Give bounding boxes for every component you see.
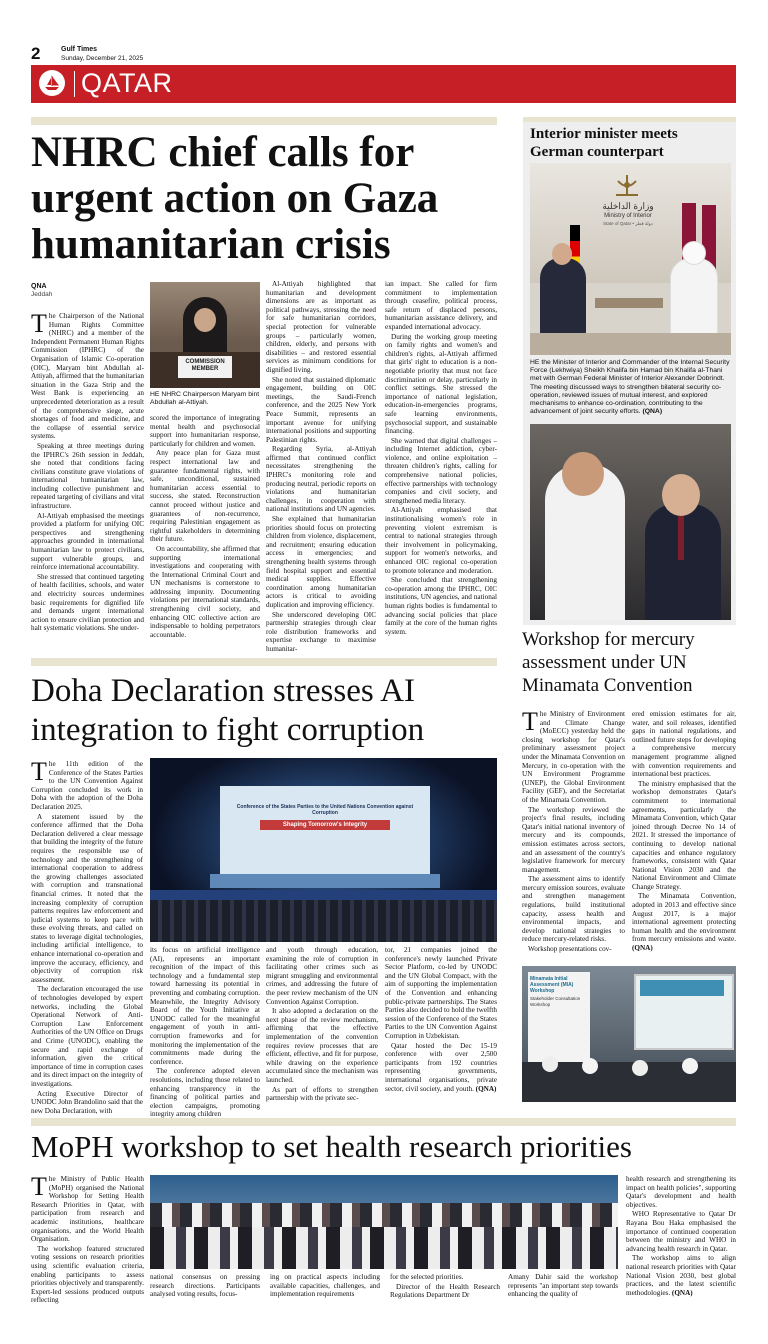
- story4-column-1: [31, 1175, 144, 1323]
- section-banner: [31, 65, 736, 103]
- story4-col3-p1: ing on practical aspects including available capacities, challenges, and implementation requirements: [270, 1273, 380, 1299]
- meeting-table: [595, 298, 663, 308]
- story1-headline-line3: humanitarian crisis: [31, 221, 391, 268]
- story1-photo-nameplate: COMMISSION MEMBER: [178, 356, 232, 378]
- interior-headline-line2: German counterpart: [530, 144, 664, 160]
- story4-column-3: [270, 1273, 380, 1323]
- story4-drop-cap: T: [31, 1175, 47, 1201]
- story1-col2-p1: scored the importance of integrating mental health and psychosocial support into humanitarian response, particularly for children and women.: [150, 414, 260, 448]
- story2-col2-p2: The conference adopted eleven resolutions, including those related to enhancing transparency in the financing of political parties and election campaigns, promoting integrity among children: [150, 1067, 260, 1119]
- story4-column-2: [150, 1273, 260, 1323]
- story3-col2-p2: The ministry emphasised that the workshop demonstrates Qatar's commitment to international agreements, particularly the Minamata Convention, which Qatar joined through Decree No 14 of 2021. It stressed the importance of continuing to develop national capacities and enhance regulatory frameworks, consistent with Qatar National Vision 2030 and the National Environment and Climate Change Strategy.: [632, 779, 736, 891]
- story4-headline: MoPH workshop to set health research priorities: [31, 1129, 632, 1164]
- story2-col4-p2: Qatar hosted the Dec 15-19 conference with over 2,500 participants from 192 countries representing governments, international organisations, private sector, civil society, and youth.: [385, 1041, 497, 1093]
- story1-column-1: [31, 312, 144, 686]
- story4-group-photo: [150, 1175, 618, 1269]
- story4-column-6: [626, 1175, 736, 1323]
- story1-col3-p2: She noted that sustained diplomatic engagement, building on OIC meetings, the Saudi-French conference, and the 2025 New York Peace Summit, represents an important avenue for unifying international positions and supporting Palestinian rights.: [266, 375, 376, 444]
- story4-col6-p3: The workshop aims to align national research priorities with Qatar National Vision 2030, best global practices, and the latest scientific methodologies.: [626, 1254, 736, 1297]
- story4-top-rule: [31, 1118, 736, 1126]
- story1-col1-p4: She stressed that continued targeting of health facilities, schools, and water and electricity sources undermines basic requirements for dignified life and demands urgent international action to ensure civilian protection and halt systematic violations. She under-: [31, 572, 144, 633]
- story4-col5-p1: Amany Dahir said the workshop represents "an important step towards enhancing the quality of: [508, 1273, 618, 1299]
- interior-headline-line1: Interior minister meets: [530, 126, 678, 142]
- story1-col3-p1: Al-Attiyah highlighted that humanitarian and development dimensions are as important as political pathways, stressing the need for safe humanitarian corridors, special protection for vulnerable groups – particularly women, children, elderly, and persons with disabilities – and restored essential services as minimum conditions for dignified living.: [266, 280, 376, 374]
- interior-caption: [530, 359, 731, 416]
- story1-column-3: [266, 280, 376, 686]
- story2-col3-p3: As part of efforts to strengthen partnership with the private sec-: [266, 1085, 378, 1103]
- host-figure: [670, 258, 718, 342]
- story1-col2-p3: On accountability, she affirmed that supporting international investigations and cooperating with the International Criminal Court and UN mechanisms is cornerstone to addressing impunity. Documenting violations per international standards, strengthening civil society, and enhancing OIC collective action are indispensable to holding perpetrators accountable.: [150, 544, 260, 639]
- stage-screen-slogan: Shaping Tomorrow's Integrity: [260, 820, 390, 830]
- story3-headline-line1: Workshop for mercury: [522, 629, 695, 650]
- stage-screen: [220, 786, 430, 874]
- interior-caption-agency: (QNA): [642, 408, 663, 416]
- story2-top-rule: [31, 658, 497, 666]
- story1-photo-caption: HE NHRC Chairperson Maryam bint Abdullah al-Attiyah.: [150, 391, 260, 407]
- story3-photo: [522, 966, 736, 1102]
- story1-col1-p1: he Chairperson of the National Human Rights Committee (NHRC) and a member of the Independent Permanent Human Rights Commission (IPHRC) of the Organisation of Islamic Co-operation (OIC), Maryam bint Abdullah al-Attiyah, affirmed that the humanitarian situation in the Gaza Strip and the West Bank is experiencing an unprecedented deterioration as a result of the comprehensive siege, acute shortages of food and medicine, and the collapse of essential service systems.: [31, 312, 144, 441]
- interior-photo-2: [530, 424, 731, 620]
- story2-column-4: [385, 946, 497, 1122]
- story2-col3-p2: It also adopted a declaration on the next phase of the review mechanism, affirming that the effective implementation of the convention requires review processes that are efficient, effective, and fit for purpose, while drawing on the experience accumulated since the mechanism was launched.: [266, 1007, 378, 1084]
- interior-photo-1: [530, 163, 731, 355]
- story3-agency: (QNA): [632, 944, 653, 953]
- story3-headline-line2: assessment under UN: [522, 652, 687, 673]
- story4-col1-p2: The workshop featured structured voting sessions on research priorities using scientific evaluation criteria, enabling participants to assess priorities objectively and transparently. Expert-led sessions produced outputs reflecting: [31, 1244, 144, 1305]
- paper-name: Gulf Times: [61, 46, 98, 53]
- story2-col4-p1: tor, 21 companies joined the conference's newly launched Private Sector Platform, co-led by UNODC and the UN Global Compact, with the aim of supporting the implementation of the Convention and enhancing public-private partnerships. The States Parties also decided to hold the twelfth session of the Conference of the States Parties to the UN Convention Against Corruption in Uzbekistan.: [385, 946, 497, 1040]
- section-divider: [74, 71, 75, 97]
- ministry-sign-state: State of Qatar • دولة قطر: [603, 221, 653, 226]
- story1-col3-p4: She explained that humanitarian priorities should focus on protecting children from violence, displacement, and recruitment; ensuring education access in emergencies; and strengthening health systems through field hospital support and essential medical supplies. Effective coordination among humanitarian actors is critical to avoiding duplication and improving efficiency.: [266, 515, 376, 609]
- story1-dateline: Jeddah: [31, 291, 53, 298]
- story3-column-2: [632, 710, 736, 960]
- story1-column-2: [150, 414, 260, 686]
- story1-col1-p2: Speaking at three meetings during the IPHRC's 26th session in Jeddah, she noted that conditions facing civilians constitute grave violations of international humanitarian law, including collective punishment and repeated targeting of civilians and vital infrastructure.: [31, 441, 144, 511]
- story2-headline-line2: integration to fight corruption: [31, 712, 425, 748]
- interior-top-rule: [523, 117, 736, 122]
- issue-date: Sunday, December 21, 2025: [61, 55, 144, 62]
- ministry-emblem-icon: [612, 173, 642, 199]
- ministry-sign-english: Ministry of Interior: [604, 213, 652, 219]
- page-number: 2: [31, 44, 41, 63]
- story2-column-3: [266, 946, 378, 1122]
- story1-col4-p1: ian impact. She called for firm commitment to implementation through ceasefire, political process, safe return of displaced persons, humanitarian assistance delivery, and expanded international advocacy.: [385, 280, 497, 331]
- group-people-front: [150, 1227, 618, 1269]
- story2-col2-p1: its focus on artificial intelligence (AI), represents an important recognition of the impact of this technology and a fundamental step toward harnessing its potential in preventing and combating corruption. Meanwhile, the Integrity Advisory Board of the Youth Initiative at UNODC called for the meaningful engagement of youth in anti-corruption frameworks and for monitoring the implementation of the commitments made during the conference.: [150, 946, 260, 1066]
- story1-col4-p2: During the working group meeting on family rights and women's and children's rights, al-Attiyah affirmed that girls' right to education is a non-negotiable priority that must not face discrimination or delay, particularly in conflict settings. She stressed the importance of national legislation, education-in-emergencies programs, safe learning environments, psychosocial support, and sustainable financing.: [385, 332, 497, 436]
- story1-col4-p3: She warned that digital challenges – including Internet addiction, cyber-violence, and online exploitation – threaten children's rights, calling for comprehensive national policies, effective partnerships with technology companies and civil society, and strengthened media literacy.: [385, 436, 497, 505]
- workshop-banner-subtitle: Stakeholder Consultation Workshop: [530, 996, 581, 1007]
- story2-col3-p1: and youth through education, examining the role of corruption in facilitating other crimes such as migrant smuggling and environmental crimes, and addressing the future of the peer review mechanism of the UN Convention Against Corruption.: [266, 946, 378, 1006]
- story4-col6-p1: health research and strengthening its impact on health policies", supporting Qatar's development and health objectives.: [626, 1175, 736, 1209]
- visitor-figure: [540, 258, 586, 336]
- story4-column-5: [508, 1273, 618, 1323]
- story3-column-1: [522, 710, 625, 960]
- story2-photo: [150, 758, 497, 942]
- story1-col2-p2: Any peace plan for Gaza must respect international law and guarantee fundamental rights, with safe, unconditional, sustained humanitarian access essential to success, she stated. Reconstruction cannot proceed without justice and guarantees of non-recurrence, requiring Palestinian engagement as rightful stakeholders in determining their future.: [150, 449, 260, 544]
- story1-photo: [150, 282, 260, 388]
- story4-col4-p2: Director of the Health Research Regulations Department Dr: [390, 1282, 500, 1300]
- story1-col4-p4: Al-Attiyah emphasised that institutionalising women's role in preventing violent extremism is central to national strategies through their involvement in policymaking, support for women's networks, and enhanced OIC regional co-operation to promote tolerance and moderation.: [385, 506, 497, 575]
- story1-col3-p3: Regarding Syria, al-Attiyah affirmed that continued conflict necessitates strengthening the IPHRC's monitoring role and producing neutral, periodic reports on violations and humanitarian challenges, in cooperation with national institutions and UN agencies.: [266, 445, 376, 514]
- story1-headline-line2: urgent action on Gaza: [31, 175, 439, 222]
- story1-col1-p3: Al-Attiyah emphasised the meetings provided a platform for unifying OIC perspectives and strengthening approaches grounded in international humanitarian law to protect civilians, support vulnerable groups, and reinforce international accountability.: [31, 511, 144, 572]
- audience-rows: [150, 898, 497, 942]
- interior-caption-text: HE the Minister of Interior and Commander of the Internal Security Force (Lekhwiya) Sheikh Khalifa bin Hamad bin Khalifa al-Thani met with German Federal Minister of Interior Alexander Dobrindt. The meeting discussed ways to strengthen bilateral security co-operation, reviewed issues of mutual interest, and explored mechanisms to enhance co-ordination, contributing to the advancement of joint security efforts.: [530, 359, 730, 416]
- section-logo-icon: [39, 70, 65, 96]
- story4-col4-p1: for the selected priorities.: [390, 1273, 464, 1281]
- story3-col1-p4: Workshop presentations cov-: [528, 945, 612, 954]
- story1-drop-cap: T: [31, 312, 47, 338]
- story2-headline-line1: Doha Declaration stresses AI: [31, 673, 415, 709]
- story1-col3-p5: She underscored developing OIC partnership strategies through clear role distribution frameworks and expertise exchange to maximise humanitar-: [266, 610, 376, 653]
- workshop-banner-title: Minamata Initial Assessment (MIA) Workshop: [530, 976, 574, 994]
- story3-headline-line3: Minamata Convention: [522, 675, 693, 696]
- story4-col2-p1: national consensus on pressing research directions. Participants analysed voting results, focus-: [150, 1273, 260, 1299]
- story2-column-1: [31, 760, 143, 1122]
- story1-column-4: [385, 280, 497, 686]
- story4-col6-p2: WHO Representative to Qatar Dr Rayana Bou Haka emphasised the importance of continued cooperation between the ministry and WHO in advancing health research in Qatar.: [626, 1210, 736, 1253]
- story1-col4-p5: She concluded that strengthening co-operation among the IPHRC, OIC institutions, UN agencies, and national human rights bodies is fundamental to advancing social policies that place family at the core of the human rights system.: [385, 576, 497, 636]
- story1-headline-line1: NHRC chief calls for: [31, 129, 415, 176]
- story2-col1-p3: The declaration encouraged the use of technologies developed by expert networks, including the Global Operational Network of Anti-Corruption Law Enforcement Authorities of the UN Office on Drugs and Crime (UNODC), enabling the secure and rapid exchange of information, given the critical importance of time in corruption cases and its direct impact on the integrity of investigations.: [31, 985, 143, 1088]
- story3-col1-p2: The workshop reviewed the project's final results, including Qatar's initial national inventory of mercury and its compounds, emission estimates across sectors, and an assessment of the country's legislative framework for mercury management.: [522, 805, 625, 874]
- section-title: QATAR: [81, 68, 173, 98]
- story4-agency: (QNA): [671, 1288, 693, 1297]
- story2-col1-p1: he 11th edition of the Conference of the States Parties to the UN Convention Against Corruption concluded its work in Doha with the adoption of the Doha Declaration 2025.: [31, 760, 143, 811]
- story1-top-rule: [31, 117, 497, 125]
- stage-screen-title: Conference of the States Parties to the United Nations Convention against Corruption: [236, 804, 414, 816]
- story2-col1-p2: A statement issued by the conference affirmed that the Doha Declaration delivered a clear message that building the integrity of the future requires the responsible use of technology and the strengthening of international cooperation to address the growing challenges associated with corruption and transnational financial crimes. It noted that the increasing complexity of corruption patterns requires law enforcement and judicial systems to keep pace with these evolving threats, and called on states to leverage digital technologies, including artificial intelligence, to enhance international co-operation and improve the accuracy, efficiency, and objectivity of corruption risk assessment.: [31, 812, 143, 984]
- story3-col1-p3: The assessment aims to identify mercury emission sources, evaluate and strengthen management regulations, build institutional capacity, assess health and environmental impacts, and develop national strategies to reduce mercury-related risks.: [522, 875, 625, 944]
- story2-col1-p4: Acting Executive Director of UNODC John Brandolino said that the new Doha Declaration, with: [31, 1089, 143, 1115]
- story1-agency: QNA: [31, 283, 47, 290]
- story2-drop-cap: T: [31, 760, 47, 786]
- story4-col1-p1: he Ministry of Public Health (MoPH) organised the National Workshop for Setting Health Research Priorities in Qatar, with participation from research and academic institutions, healthcare organisations, and the World Health Organisation.: [31, 1175, 144, 1244]
- stage-podium: [210, 874, 440, 888]
- story4-column-4: [390, 1273, 500, 1323]
- story3-col1-p1: he Ministry of Environment and Climate Change (MoECC) yesterday held the closing workshop for Qatar's preliminary assessment project under the Minamata Convention on Mercury, in co-operation with the UN Environment Programme (UNEP), the Global Environment Facility (GEF), and the Secretariat of the Minamata Convention.: [522, 710, 625, 804]
- story3-drop-cap: T: [522, 710, 538, 736]
- story3-col2-p1: ered emission estimates for air, water, and soil releases, identified gaps in national regulations, and outlined future steps for developing a comprehensive mercury management programme aligned with convention requirements and international best practices.: [632, 710, 736, 779]
- ministry-sign-arabic: وزارة الداخلية: [602, 201, 654, 211]
- story2-column-2: [150, 946, 260, 1122]
- story2-agency: (QNA): [475, 1084, 497, 1093]
- story3-col2-p3: The Minamata Convention, adopted in 2013 and effective since August 2017, is a major international agreement protecting human health and the environment from mercury emissions and waste.: [632, 892, 736, 944]
